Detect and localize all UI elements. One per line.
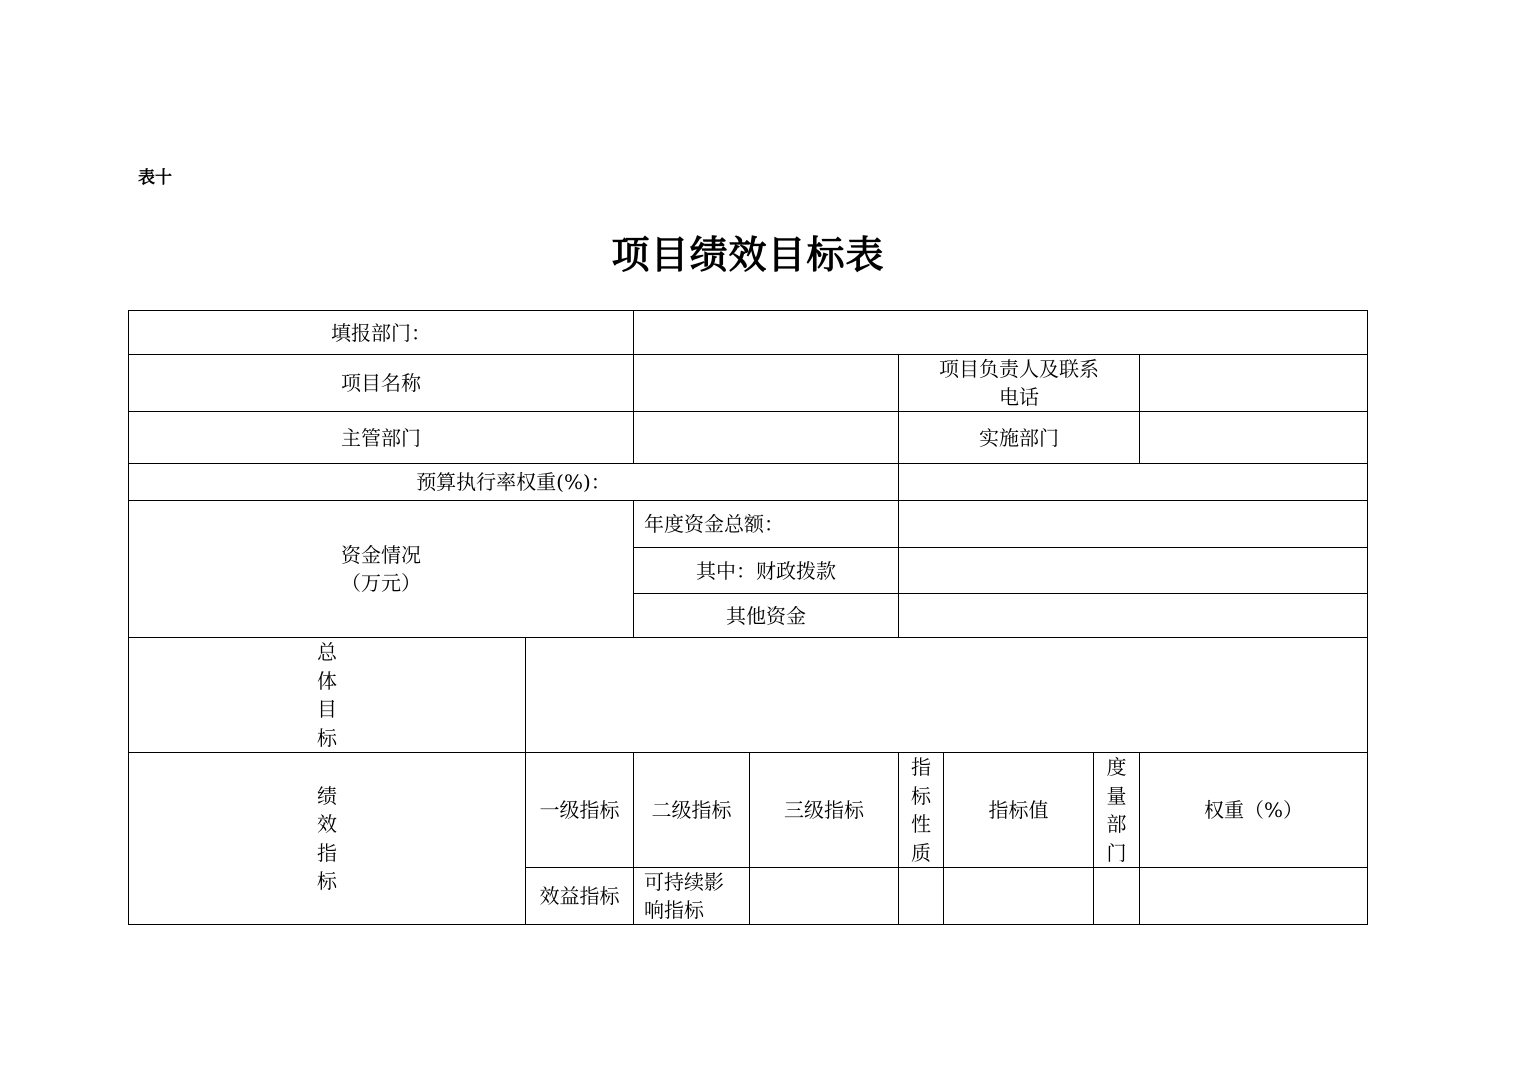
other-funds-field[interactable]: [899, 594, 1368, 638]
indicator-nature-char: 性: [911, 812, 931, 836]
table-number: 表十: [138, 168, 172, 188]
level2-indicator-cell: [634, 868, 750, 925]
table-row: [129, 464, 1368, 501]
project-leader-field[interactable]: [1140, 355, 1368, 412]
level1-indicator-cell: 效益指标: [526, 868, 634, 925]
table-row: [129, 355, 1368, 412]
supervising-department-field[interactable]: [634, 412, 899, 464]
indicator-nature-field[interactable]: [899, 868, 944, 925]
annual-total-label: 年度资金总额：: [634, 501, 899, 548]
level1-indicator-header: 一级指标: [526, 753, 634, 868]
measuring-department-char: 量: [1106, 783, 1127, 808]
table-row: [129, 501, 1368, 548]
measuring-department-char: 门: [1106, 840, 1127, 865]
filling-department-label: 填报部门：: [129, 311, 634, 355]
page-title: 项目绩效目标表: [611, 232, 885, 277]
overall-goal-char: 标: [317, 725, 337, 750]
indicator-nature-header: [899, 753, 944, 868]
level3-indicator-field[interactable]: [750, 868, 899, 925]
weight-header: 权重（%）: [1140, 753, 1368, 868]
weight-field[interactable]: [1140, 868, 1368, 925]
overall-goal-label: [129, 638, 526, 753]
performance-indicator-char: 标: [317, 869, 337, 893]
other-funds-label: 其他资金: [634, 594, 899, 638]
funding-label-line1: 资金情况: [341, 543, 421, 567]
funding-label: [129, 501, 634, 638]
table-row: [129, 412, 1368, 464]
level3-indicator-header: 三级指标: [750, 753, 899, 868]
supervising-department-label: 主管部门: [129, 412, 634, 464]
overall-goal-char: 体: [317, 668, 337, 693]
indicator-nature-char: 指: [911, 755, 931, 779]
measuring-department-header: [1094, 753, 1140, 868]
funding-label-line2: （万元）: [341, 571, 421, 595]
overall-goal-char: 总: [317, 640, 337, 664]
project-leader-label-line1: 项目负责人及联系: [939, 357, 1099, 381]
fiscal-allocation-field[interactable]: [899, 548, 1368, 594]
overall-goal-field[interactable]: [526, 638, 1368, 753]
performance-indicator-char: 指: [317, 840, 337, 865]
measuring-department-char: 度: [1106, 755, 1127, 779]
table-row: [129, 311, 1368, 355]
budget-execution-weight-label: 预算执行率权重(%)：: [129, 464, 899, 501]
filling-department-field[interactable]: [634, 311, 1368, 355]
project-leader-label-line2: 电话: [999, 385, 1039, 409]
implementing-department-label: 实施部门: [899, 412, 1140, 464]
measuring-department-char: 部: [1106, 812, 1127, 836]
implementing-department-field[interactable]: [1140, 412, 1368, 464]
project-name-label: 项目名称: [129, 355, 634, 412]
indicator-nature-char: 标: [911, 783, 931, 808]
indicator-value-header: 指标值: [944, 753, 1094, 868]
project-name-field[interactable]: [634, 355, 899, 412]
annual-total-field[interactable]: [899, 501, 1368, 548]
table-row: [129, 753, 1368, 868]
level2-indicator-line2: 响指标: [644, 898, 704, 922]
performance-indicator-label: [129, 753, 526, 925]
project-leader-label: [899, 355, 1140, 412]
performance-goal-table: [128, 310, 1368, 925]
level2-indicator-header: 二级指标: [634, 753, 750, 868]
indicator-value-field[interactable]: [944, 868, 1094, 925]
performance-indicator-char: 效: [317, 812, 337, 836]
overall-goal-char: 目: [317, 697, 337, 721]
fiscal-allocation-label: 其中：财政拨款: [634, 548, 899, 594]
measuring-department-field[interactable]: [1094, 868, 1140, 925]
level2-indicator-line1: 可持续影: [644, 870, 724, 894]
table-row: [129, 638, 1368, 753]
performance-indicator-char: 绩: [317, 783, 337, 808]
budget-execution-weight-field[interactable]: [899, 464, 1368, 501]
indicator-nature-char: 质: [911, 840, 931, 865]
